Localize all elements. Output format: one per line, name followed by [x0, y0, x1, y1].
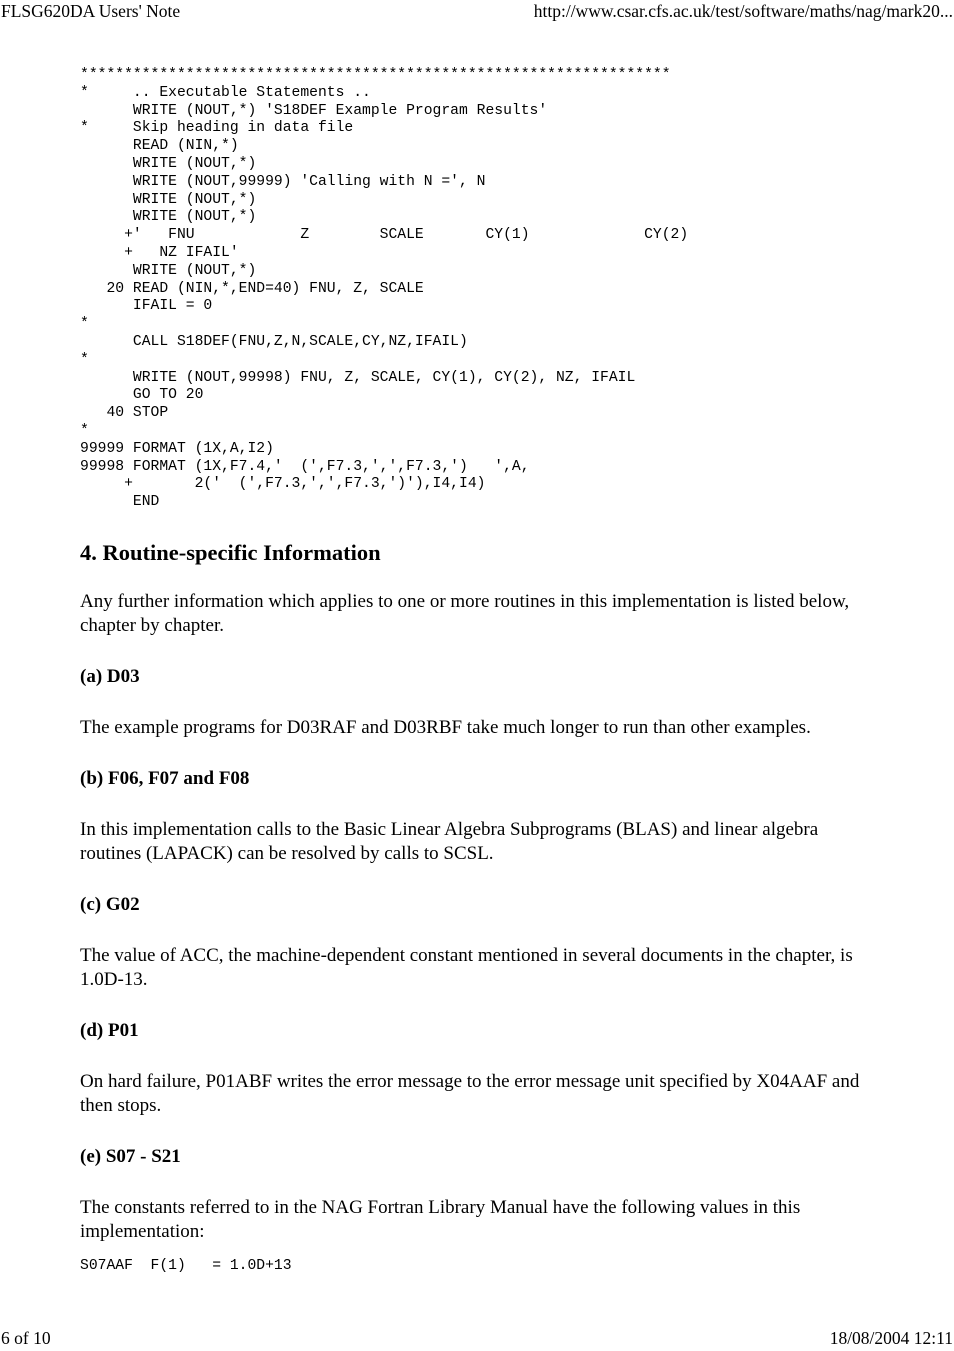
section-heading: 4. Routine-specific Information: [80, 540, 381, 565]
subsection-text-f06-f07-f08: In this implementation calls to the Basic Linear Algebra Subprograms (BLAS) and linear algebra routines (LAPACK) can be resolved by calls to SCSL.: [80, 819, 819, 864]
print-datetime: 18/08/2004 12:11: [829, 1328, 953, 1348]
subsection-heading-g02: (c) G02: [80, 894, 140, 915]
section-intro: Any further information which applies to one or more routines in this implementation is listed below, chapter by chapter.: [80, 591, 850, 636]
routine-specific-section: [80, 538, 880, 1275]
subsection-text-g02: The value of ACC, the machine-dependent constant mentioned in several documents in the chapter, is 1.0D-13.: [80, 945, 853, 990]
subsection-heading-f06-f07-f08: (b) F06, F07 and F08: [80, 768, 250, 789]
print-header-title: FLSG620DA Users' Note: [1, 1, 181, 21]
print-header-url: http://www.csar.cfs.ac.uk/test/software/maths/nag/mark20...: [533, 1, 953, 21]
subsection-heading-d03: (a) D03: [80, 666, 140, 687]
subsection-heading-p01: (d) P01: [80, 1020, 139, 1041]
subsection-text-s07-s21: The constants referred to in the NAG Fortran Library Manual have the following values in this implementation:: [80, 1197, 801, 1242]
subsection-text-d03: The example programs for D03RAF and D03RBF take much longer to run than other examples.: [80, 717, 811, 738]
constants-code-listing: S07AAF F(1) = 1.0D+13: [80, 1258, 292, 1274]
subsection-heading-s07-s21: (e) S07 - S21: [80, 1146, 181, 1167]
fortran-code-listing: ******************************************************************* * .. Executable Statements .. WRITE (NOUT,*) 'S18DEF Example Program Results' * Skip heading in data file READ (NIN,*) WRITE (NOUT,*) WRITE (NOUT,99999) 'Calling with N =', N WRITE (NOUT,*) WRITE (NOUT,*) +' FNU Z SCALE CY(1) CY(2) + NZ IFAIL' WRITE (NOUT,*) 20 READ (NIN,*,END=40) FNU, Z, SCALE IFAIL = 0 * CALL S18DEF(FNU,Z,N,SCALE,CY,NZ,IFAIL) * WRITE (NOUT,99998) FNU, Z, SCALE, CY(1), CY(2), NZ, IFAIL GO TO 20 40 STOP * 99999 FORMAT (1X,A,I2) 99998 FORMAT (1X,F7.4,' (',F7.3,',',F7.3,') ',A, + 2(' (',F7.3,',',F7.3,')'),I4,I4) END: [80, 67, 689, 511]
subsection-text-p01: On hard failure, P01ABF writes the error message to the error message unit specified by X04AAF and then stops.: [80, 1071, 860, 1116]
page-number: 6 of 10: [1, 1328, 51, 1348]
